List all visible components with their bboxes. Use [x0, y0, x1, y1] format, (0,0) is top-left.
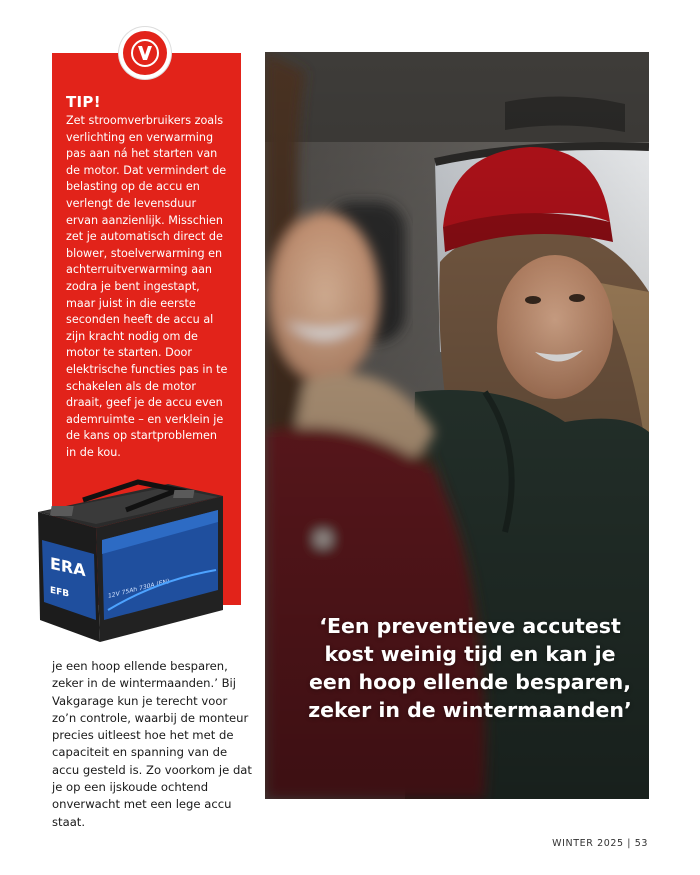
pull-quote: ‘Een preventieve accutest kost weinig tijd en kan je een hoop ellende besparen, zeker in de wintermaanden’: [308, 614, 632, 722]
vakgarage-logo: [119, 27, 171, 79]
battery-spec: 12V 75Ah 730A (EN): [108, 577, 170, 601]
page-footer: WINTER 2025 | 53: [552, 838, 648, 849]
tip-title: TIP!: [66, 93, 101, 111]
battery-brand: ERA: [50, 553, 86, 581]
tip-body: Zet stroomverbruikers zoals verlichting en verwarming pas aan ná het starten van de motor. Dat vermindert de belasting op de accu en verlengt de levensduur ervan aanzienlijk. Misschien zet je automatisch direct de blower, stoelverwarming en achterruitverwarming aan zodra je bent ingestapt, maar juist in die eerste seconden heeft de accu al zijn kracht nodig om de motor te starten. Door elektrische functies pas in te schakelen als de motor draait, geef je de accu even ademruimte – en verklein je de kans op startproblemen in de kou.: [66, 114, 228, 459]
battery-image: [28, 470, 228, 645]
article-body: je een hoop ellende besparen, zeker in de wintermaanden.’ Bij Vakgarage kun je terecht voor zo’n controle, waarbij de monteur precies uitleest hoe het met de capaciteit en spanning van de accu gesteld is. Zo voorkom je dat je op een ijskoude ochtend onverwacht met een lege accu staat.: [52, 659, 252, 829]
v-logo-icon: [123, 31, 167, 75]
battery-type: EFB: [50, 585, 70, 600]
